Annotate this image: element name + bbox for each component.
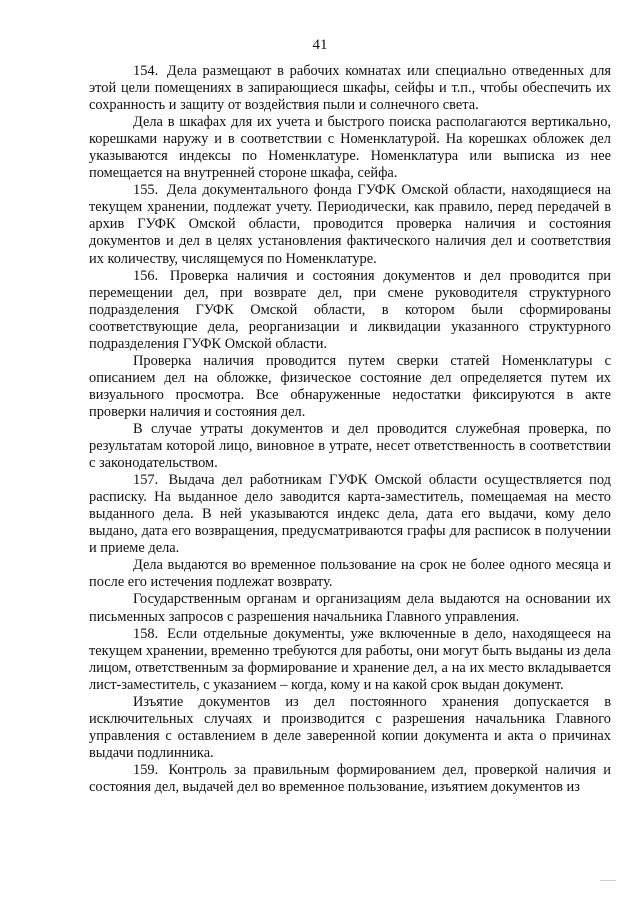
paragraph-text: Дела в шкафах для их учета и быстрого поиска располагаются вертикально, корешками наружу и в соответствии с Номенклатурой. На корешках обложек дел указываются индексы по Номенклатуре. Номенклатура или выписка из нее помещается на внутренней стороне шкафа, сейфа. [89,114,611,182]
paragraph-156-check [89,353,611,421]
paragraph-text: В случае утраты документов и дел проводится служебная проверка, по результатам которой лицо, виновное в утрате, несет ответственность в соответствии с законодательством. [89,420,611,472]
paragraph-text: Контроль за правильным формированием дел, проверкой наличия и состояния дел, выдачей дел во временное пользование, изъятием документов из [89,761,611,795]
paragraph-number: 156. [133,267,159,284]
paragraph-text: Проверка наличия и состояния документов и дел проводится при перемещении дел, при возврате дел, при смене руководителя структурного подразделения ГУФК Омской области, в котором были сформированы соответствующие дела, реорганизации и ликвидации указанного структурного подразделения ГУФК Омской области. [89,267,611,352]
paragraph-text: Изъятие документов из дел постоянного хранения допускается в исключительных случаях и производится с разрешения начальника Главного управления с оставлением в деле заверенной копии документа и акта о причинах выдачи подлинника. [89,693,611,761]
page-number: 41 [312,37,328,53]
paragraph-158-withdrawal [89,694,611,762]
paragraph-text: Если отдельные документы, уже включенные в дело, находящееся на текущем хранении, временно требуются для работы, они могут быть выданы из дела лицом, ответственным за формирование и хранение дел, а на их место вкладывается лист-заместитель, с указанием – когда, кому и на какой срок выдан документ. [89,625,612,693]
paragraph-text: Государственным органам и организациям дела выдаются на основании их письменных запросов с разрешения начальника Главного управления. [89,591,611,625]
paragraph-157 [89,472,611,557]
paragraph-157-state-bodies [89,591,611,625]
paragraph-159 [89,762,611,796]
document-body [89,63,611,796]
paragraph-156-loss [89,421,611,472]
paragraph-text: Дела документального фонда ГУФК Омской области, находящиеся на текущем хранении, подлежат учету. Периодически, как правило, перед передачей в архив ГУФК Омской области, проводится проверка наличия и состояния документов и дел в целях установления фактического наличия дел и соответствия их количеству, числящемуся по Номенклатуре. [89,182,611,267]
paragraph-154 [89,63,611,114]
paragraph-157-term [89,557,611,591]
paragraph-156 [89,268,611,353]
paragraph-text: Выдача дел работникам ГУФК Омской области осуществляется под расписку. На выданное дело заводится карта-заместитель, помещаемая на место выданного дела. В ней указываются индекс дела, дата его выдачи, кому дело выдано, дата его возвращения, предусматриваются графы для расписок в получении и приеме дела. [89,472,611,557]
paragraph-number: 159. [133,761,159,778]
paragraph-number: 157. [133,472,159,489]
paragraph-158 [89,626,611,694]
paragraph-number: 158. [133,625,159,642]
paragraph-number: 154. [133,63,159,79]
paragraph-text: Дела размещают в рабочих комнатах или специально отведенных для этой цели помещениях в запирающиеся шкафы, сейфы и т.п., чтобы обеспечить их сохранность и защиту от воздействия пыли и солнечного света. [89,63,611,114]
paragraph-number: 155. [133,182,159,199]
scan-mark [600,880,616,881]
paragraph-text: Дела выдаются во временное пользование на срок не более одного месяца и после его истечения подлежат возврату. [89,557,611,591]
paragraph-text: Проверка наличия проводится путем сверки статей Номенклатуры с описанием дел на обложке, физическое состояние дел определяется путем их визуального просмотра. Все обнаруженные недостатки фиксируются в акте проверки наличия и состояния дел. [89,352,611,420]
paragraph-155 [89,182,611,267]
paragraph-154-continued [89,114,611,182]
